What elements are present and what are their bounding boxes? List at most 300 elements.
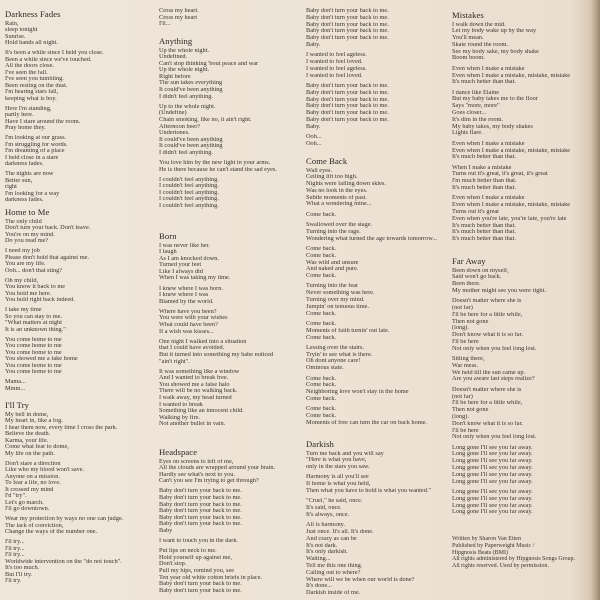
lyric-line: Hold yourself up against me,: [159, 554, 232, 561]
lyric-line: Have I stare around the room.: [5, 118, 81, 125]
lyrics-column-1: [5, 0, 153, 600]
stanza: [5, 337, 153, 376]
lyric-line: Baby don't turn your back to me.: [306, 28, 389, 35]
stanza: [306, 212, 450, 219]
lyric-line: Moments of faith turnin' out late.: [306, 327, 390, 334]
lyric-line: Baby don't turn your back to me.: [306, 110, 389, 117]
lyric-line: Long gone I'll see you far away.: [452, 495, 533, 502]
lyric-line: Even when you're late, you're late, you're late: [452, 215, 567, 222]
lyrics-column-4: [452, 0, 592, 600]
lyric-line: keeping what is boy.: [5, 95, 57, 102]
lyric-line: Believe the death.: [5, 431, 51, 437]
lyric-line: sleep tonight: [5, 27, 38, 33]
lyric-line: It's much better than that.: [452, 236, 516, 243]
lyric-line: I knew where I was born.: [159, 285, 223, 292]
stanza: [5, 278, 153, 304]
lyric-line: Baby don't turn your back to me.: [306, 35, 389, 42]
lyric-line: Here I'm standing,: [5, 105, 52, 112]
lyric-line: Chain smoking, like no, it ain't right.: [159, 116, 252, 123]
lyric-line: Long gone I'll see you far away.: [452, 451, 533, 458]
song-title: Darkish: [306, 439, 334, 449]
stanza: [452, 22, 592, 63]
lyric-line: Like who my blood won't save.: [5, 467, 85, 473]
lyric-line: Oh my child,: [5, 277, 39, 284]
stanza: [5, 219, 153, 245]
stanza: [5, 171, 153, 204]
lyric-line: Pray home they.: [5, 125, 46, 131]
lyric-line: only in the stars you saw.: [306, 464, 370, 471]
lyric-line: It's been a while since I held you close.: [5, 50, 104, 56]
lyric-line: (not far): [452, 393, 473, 400]
song-headspace: [159, 447, 304, 594]
song-title: Darkness Fades: [5, 9, 61, 19]
stanza: [452, 90, 592, 138]
lyric-line: Oh dont anyone care!: [306, 358, 361, 365]
lyric-line: Baby don't turn your back to me.: [306, 89, 389, 96]
song-darkness-fades: [5, 9, 153, 204]
lyric-line: I've seen you tumbling.: [5, 76, 64, 82]
lyric-line: Mama...: [5, 379, 26, 385]
lyric-line: I'll try...: [5, 552, 25, 558]
lyric-line: Long gone I'll see you far away.: [452, 471, 533, 478]
credits-block: [452, 536, 592, 570]
lyric-line: Don't know what it is so far.: [452, 332, 523, 339]
lyric-line: Turns out it's great: [452, 208, 499, 215]
stanza: [452, 268, 592, 295]
lyric-line: Long gone I'll see you far away.: [452, 509, 533, 516]
lyric-line: Baby don't turn your back to me.: [306, 8, 389, 14]
lyric-line: Been a while since we've touched.: [5, 56, 92, 63]
lyric-line: Don't know what it is so far.: [452, 420, 523, 427]
stanza: [452, 489, 592, 516]
stanza: [159, 538, 304, 545]
lyric-line: I'd "try".: [5, 493, 27, 499]
lyric-line: Let my body wake up by the way: [452, 28, 537, 35]
song-far-away: [452, 256, 592, 516]
lyric-line: I'll try...: [5, 539, 25, 545]
lyric-line: (long).: [452, 325, 469, 332]
song-continuation: [306, 8, 450, 148]
lyric-line: The only child: [5, 218, 42, 225]
lyric-line: Come back.: [306, 406, 337, 413]
lyric-line: Nights were falling down skies.: [306, 181, 386, 188]
lyric-line: Turns out it's great, it's great, it's great: [452, 171, 548, 178]
lyric-line: I want to touch you in the dark.: [159, 538, 239, 545]
lyric-line: I'll go downtown.: [5, 506, 50, 512]
lyric-line: It's only darkish.: [306, 549, 348, 556]
lyric-line: Goes closer...: [452, 110, 486, 117]
credit-line: All rights administered by Hipgnosis Songs Group.: [452, 556, 576, 563]
song-title: Anything: [159, 36, 193, 46]
lyric-line: Even when I make a mistake: [452, 140, 525, 147]
stanza: [5, 379, 153, 392]
stanza: [306, 283, 450, 317]
stanza: [5, 539, 153, 585]
lyric-line: Was wild and unsure: [306, 259, 359, 266]
lyric-line: You showed me a false halo: [159, 381, 230, 388]
stanza: [452, 356, 592, 383]
lyric-line: Baby.: [306, 123, 321, 130]
lyric-line: Tryin' to see what is there.: [306, 351, 373, 358]
lyric-line: To fear a life, no love.: [5, 480, 61, 486]
lyric-line: The sun takes everything: [159, 80, 223, 87]
lyric-line: Baby: [159, 527, 173, 534]
stanza: [159, 488, 304, 534]
lyric-line: It could've been anything: [159, 136, 223, 143]
lyric-line: Sitting there,: [452, 356, 485, 363]
lyric-line: (Undefine): [159, 110, 187, 117]
lyric-line: It's much better than that.: [452, 229, 516, 236]
lyric-line: Long gone I'll see you far away.: [452, 478, 533, 485]
lyric-line: It's much better than that.: [452, 222, 516, 229]
lyric-line: I'll be here for a little while,: [452, 400, 523, 407]
lyric-line: Baby don't turn your back to me.: [159, 514, 242, 521]
stanza: [306, 406, 450, 426]
lyric-line: I didn't feel anything.: [159, 93, 213, 100]
lyric-line: I wanted to break: [159, 401, 203, 408]
lyric-line: The nights are now: [5, 171, 54, 177]
stanza: [452, 165, 592, 192]
lyric-line: When I make a mistake: [452, 164, 512, 171]
stanza: [159, 104, 304, 157]
lyric-line: It's much better than that.: [452, 79, 516, 86]
lyric-line: Cross my heart: [159, 14, 198, 21]
stanza: [452, 387, 592, 441]
credit-line: Written by Sharon Van Etten: [452, 536, 521, 542]
lyric-line: Up to the whole night.: [159, 103, 216, 110]
lyric-line: Harmony is all you'll see: [306, 474, 369, 481]
lyric-line: Can't you see I'm trying to get through?: [159, 478, 259, 485]
stanza: [306, 222, 450, 242]
lyric-line: Baby don't turn your back to me.: [159, 494, 242, 501]
lyric-line: You were with your wishes: [159, 315, 228, 322]
lyric-line: It could've been anything: [159, 143, 223, 150]
lyric-line: Baby don't turn your back to me.: [306, 14, 389, 21]
lyric-line: Doesn't matter where she is: [452, 386, 522, 393]
lyric-line: Long gone I'll see you far away.: [452, 488, 533, 495]
song-come-back: [306, 156, 450, 427]
lyric-line: Come back.: [306, 252, 337, 259]
lyric-line: I wanted to feel loved.: [306, 72, 363, 79]
lyric-line: "Cruel," he said, once.: [306, 498, 363, 505]
song-home-to-me: [5, 207, 153, 392]
lyric-line: I'm hearing stars fall,: [5, 89, 59, 95]
stanza: [5, 135, 153, 168]
lyric-line: Swallowed over the stage.: [306, 222, 373, 229]
lyric-line: You are my life.: [5, 261, 46, 267]
stanza: [452, 445, 592, 486]
stanza: [306, 498, 450, 518]
lyric-line: All the clouds are wrapped around your brain.: [159, 465, 276, 472]
song-title: Mistakes: [452, 10, 484, 20]
lyric-line: We held till the sun came up.: [452, 369, 526, 376]
lyric-line: Moments of free can turn the car on back home.: [306, 419, 427, 426]
lyric-line: It's much better than that.: [452, 154, 516, 161]
lyric-line: Even when I make a mistake, mistake, mistake: [452, 147, 571, 154]
lyric-line: I'll be here: [452, 338, 479, 345]
lyric-line: I didn't feel anything.: [159, 149, 213, 156]
lyric-line: Can't stop thinking 'bout peace and war: [159, 60, 259, 67]
lyric-line: Subtle moments of past.: [306, 194, 367, 201]
lyric-line: Baby don't turn your back to me.: [159, 521, 242, 528]
lyric-line: Eyes on screens to left of me,: [159, 458, 234, 465]
lyric-line: Cross my heart.: [159, 8, 199, 14]
lyric-line: I've seen the fall.: [5, 69, 48, 76]
lyric-line: Undefined.: [159, 54, 188, 61]
lyric-line: Baby don't turn your back to me.: [159, 501, 242, 508]
lyric-line: "ain't right".: [159, 358, 190, 365]
lyric-line: Even when I make a mistake, mistake, mistake: [452, 72, 571, 79]
stanza: [452, 66, 592, 86]
lyric-line: Said won't go back.: [452, 274, 502, 281]
lyric-line: It is an unknown thing.": [5, 326, 66, 333]
lyric-line: See my body sake, my body shake: [452, 48, 539, 55]
stanza: [306, 8, 450, 49]
lyric-line: All the doors close.: [5, 63, 54, 69]
lyric-line: Darkish inside of me.: [306, 590, 361, 597]
lyric-line: It crossed my mind: [5, 486, 54, 493]
lyric-line: Hardly see what's next to you.: [159, 471, 235, 478]
lyric-line: Don't stop.: [159, 561, 187, 568]
stanza: [5, 412, 153, 458]
lyric-line: "What matters at night: [5, 320, 62, 326]
lyric-line: It's said, once.: [306, 505, 342, 512]
lyric-line: Long gone I'll see you far away.: [452, 458, 533, 465]
lyric-line: Come back.: [306, 413, 337, 419]
stanza: [159, 177, 304, 210]
lyric-line: Wondering what turned the age towards tomorrow...: [306, 235, 438, 242]
lyric-line: Not only when you feel long lost.: [452, 345, 537, 352]
lyric-line: Lights flare.: [452, 130, 483, 137]
lyric-line: I'm looking at our grass.: [5, 135, 67, 141]
stanza: [306, 345, 450, 372]
lyric-line: It could've been anything: [159, 87, 223, 94]
stanza: [452, 195, 592, 243]
lyric-line: I wanted to feel ageless.: [306, 52, 367, 59]
lyric-line: The lack of conviction,: [5, 522, 64, 529]
stanza: [452, 298, 592, 352]
lyric-line: Ooh...: [306, 140, 322, 147]
lyric-line: But my baby takes me to the floor: [452, 96, 538, 103]
lyric-line: I couldn't feel anything.: [159, 176, 219, 183]
lyric-line: You come home to me: [5, 336, 62, 343]
lyric-line: I couldn't feel anything.: [159, 203, 219, 210]
lyric-line: Come back.: [306, 395, 337, 402]
lyric-line: Boom boom.: [452, 55, 485, 62]
lyric-line: Come back.: [306, 211, 337, 218]
stanza: [5, 307, 153, 333]
stanza: [5, 461, 153, 513]
lyric-line: Up the whole night.: [159, 47, 210, 54]
lyric-line: Baby don't turn your back to me.: [159, 488, 242, 495]
lyric-line: Come back.: [306, 310, 337, 317]
lyric-line: I couldn't feel anything.: [159, 196, 219, 203]
lyric-line: I'll be here: [452, 427, 479, 434]
lyric-line: He is there because he can't stand the sad eyes.: [159, 166, 277, 173]
stanza: [5, 21, 153, 47]
lyric-line: that I could have avoided.: [159, 345, 225, 352]
lyric-line: (not far): [452, 304, 473, 311]
lyric-line: I wanted to feel loved.: [306, 59, 363, 66]
lyric-line: right: [5, 184, 17, 190]
lyric-line: Was no look in the eyes.: [306, 187, 368, 194]
lyric-line: I was never like her.: [159, 242, 210, 249]
song-i-ll-try: [5, 400, 153, 585]
stanza: [452, 141, 592, 161]
stanza: [159, 8, 304, 28]
lyric-line: Please don't hold that against me.: [5, 254, 90, 261]
lyric-line: You showed me a fake home: [5, 356, 78, 362]
lyric-line: Like I always did: [159, 268, 203, 275]
lyric-line: My heart in, like a fog.: [5, 418, 63, 424]
stanza: [306, 83, 450, 131]
lyric-line: You come home to me: [5, 362, 62, 369]
lyric-line: So you can stay to me.: [5, 313, 63, 320]
lyric-line: I knew where I was: [159, 292, 209, 299]
lyric-line: I couldn't feel anything.: [159, 189, 219, 196]
lyric-line: Skate round the room.: [452, 41, 508, 48]
lyric-line: Where have you been?: [159, 308, 217, 315]
stanza: [159, 309, 304, 335]
lyric-line: I'm much better than that.: [452, 178, 517, 185]
lyric-line: Never something was here.: [306, 290, 375, 297]
lyric-line: Calling out to where?: [306, 569, 361, 576]
lyric-line: Just once. It's all. It's done.: [306, 528, 374, 535]
stanza: [306, 321, 450, 341]
lyric-line: It's not dark.: [306, 542, 338, 549]
lyric-line: partly here.: [5, 112, 34, 118]
lyric-line: Baby don't turn your back to me.: [159, 587, 242, 594]
lyric-line: (long).: [452, 413, 469, 420]
lyric-line: I hear them now, every time I cross the park.: [5, 424, 118, 431]
lyric-line: Baby don't turn your back to me.: [159, 581, 242, 588]
lyric-line: Don't turn your back. Don't leave.: [5, 225, 91, 231]
lyric-line: Don't stare a direction: [5, 460, 61, 467]
stanza: [306, 522, 450, 597]
lyric-line: You come home to me: [5, 369, 62, 375]
lyric-line: If a wish was kisses...: [159, 328, 214, 335]
stanza: [159, 160, 304, 173]
lyric-line: Baby.: [306, 41, 321, 48]
lyric-line: Doesn't matter where she is: [452, 298, 522, 305]
lyric-line: It's always, once.: [306, 511, 350, 518]
lyric-line: I'm dreaming of a place: [5, 148, 65, 154]
lyric-line: I need my job: [5, 248, 40, 254]
lyric-line: Ten year old white cotton briefs in place.: [159, 574, 263, 581]
lyric-line: Wear my protection by ways no one can judge.: [5, 516, 124, 522]
lyric-line: I walk down the mid.: [452, 21, 506, 28]
lyric-line: But it turned into something my babe noticed: [159, 351, 274, 358]
lyric-line: Even when I make a mistake: [452, 195, 525, 202]
lyric-line: Do you read me?: [5, 238, 49, 244]
stanza: [306, 474, 450, 494]
stanza: [159, 243, 304, 283]
lyric-line: Ceiling lift too high.: [306, 174, 358, 181]
lyric-line: I dance like Elaine: [452, 89, 500, 96]
lyric-line: Ooh...: [306, 134, 322, 141]
stanza: [159, 459, 304, 485]
lyric-line: Karma, your life.: [5, 437, 49, 444]
stanza: [159, 286, 304, 306]
lyric-line: Pull my hips, remind you, see: [159, 567, 235, 574]
lyric-line: You'll mean.: [452, 35, 484, 42]
lyric-line: Come back.: [306, 334, 337, 341]
lyric-line: You know it back to me: [5, 284, 66, 290]
lyric-line: Up the whole night.: [159, 67, 210, 74]
lyric-line: Something like an innocent child.: [159, 408, 244, 415]
lyric-line: Worldwide intervention on the "do not touch".: [5, 558, 122, 565]
lyric-line: My life on the path.: [5, 450, 55, 457]
stanza: [159, 48, 304, 101]
lyric-line: Ooh... don't that sting?: [5, 267, 63, 274]
credit-line: Hipgnosis Beats (BMI): [452, 549, 508, 556]
song-title: Come Back: [306, 156, 348, 166]
lyric-line: I laugh: [159, 249, 177, 256]
lyrics-column-2: [159, 0, 304, 600]
stanza: [159, 369, 304, 428]
lyric-line: Then not gone: [452, 407, 489, 414]
lyric-line: I'm looking for a way: [5, 190, 60, 197]
lyric-line: Baby don't turn your back to me.: [306, 96, 389, 103]
lyric-line: Turning into the fear: [306, 283, 359, 290]
lyric-line: "Here is what you have,: [306, 457, 367, 464]
lyric-line: You're on my mind.: [5, 231, 55, 238]
song-anything: [159, 36, 304, 210]
lyric-line: I'll be here for a little while,: [452, 311, 523, 318]
song-mistakes: [452, 10, 592, 243]
song-title: Born: [159, 231, 177, 241]
lyric-line: Mmm...: [5, 385, 26, 392]
lyric-line: And crazy as can be: [306, 535, 357, 542]
lyric-line: I take my time: [5, 307, 42, 313]
lyrics-column-3: [306, 0, 450, 600]
lyric-line: You hold right back indeed.: [5, 297, 75, 303]
lyric-line: I walk away, my head turned: [159, 394, 232, 401]
lyric-line: Wall eyes.: [306, 167, 333, 174]
song-continuation: [159, 8, 304, 28]
stanza: [306, 52, 450, 79]
lyric-line: Come back.: [306, 382, 337, 389]
lyric-line: My mother might see you were right.: [452, 287, 546, 294]
lyric-line: Baby don't turn your back to me.: [159, 508, 242, 515]
lyric-line: Let's go march.: [5, 499, 44, 506]
lyric-line: I held close in a stare: [5, 154, 59, 161]
lyric-line: Long gone I'll see you far away.: [452, 502, 533, 509]
song-born: [159, 231, 304, 428]
lyric-line: As I am knocked down.: [159, 255, 219, 262]
lyric-line: Rain,: [5, 20, 19, 27]
lyric-line: Then not gone: [452, 318, 489, 325]
lyric-line: It was something like a window: [159, 368, 240, 375]
lyric-line: Then what you have to hold is what you wanted.": [306, 487, 431, 494]
lyric-line: You hold me here.: [5, 290, 52, 297]
lyric-line: You love him by the new light in your arms.: [159, 160, 271, 166]
lyric-line: Jumpin' on tenuous time.: [306, 303, 370, 310]
lyric-line: Change the ways of the number one.: [5, 529, 98, 535]
lyric-line: Baby don't turn your back to me.: [306, 82, 389, 89]
lyric-line: Come back.: [306, 320, 337, 327]
lyric-line: Baby don't turn your back to me.: [306, 21, 389, 28]
lyric-line: Even when I make a mistake: [452, 65, 525, 72]
stanza: [306, 168, 450, 209]
lyric-line: Turning into the rage.: [306, 228, 361, 235]
lyric-line: Long gone I'll see you far away.: [452, 444, 533, 451]
lyric-line: It's too much.: [5, 565, 40, 571]
lyric-line: I'll try...: [5, 545, 25, 552]
lyric-line: Put lips on neck to me.: [159, 548, 217, 555]
lyric-line: And naked and pure.: [306, 266, 359, 273]
stanza: [159, 548, 304, 594]
